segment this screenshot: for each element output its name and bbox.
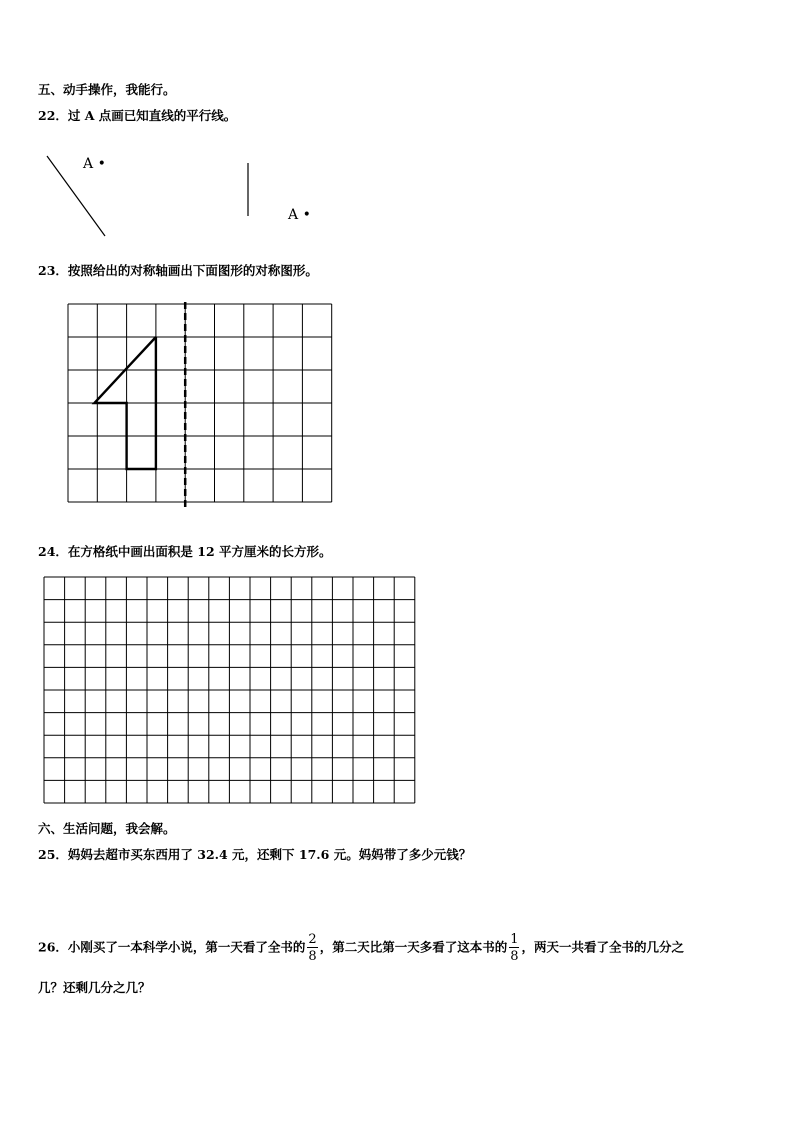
section-5-title: 五、动手操作，我能行。 [38, 82, 176, 97]
fraction-1-8: $\frac{1}{8}$ [510, 932, 519, 964]
q22-parallel-lines-figure [0, 140, 794, 250]
q22-point-a-2: A • [288, 207, 311, 223]
question-23-text: 23．按照给出的对称轴画出下面图形的对称图形。 [38, 263, 318, 278]
q24-area-grid [42, 575, 420, 807]
q23-symmetry-grid [66, 302, 336, 512]
question-25-text: 25．妈妈去超市买东西用了 32.4 元，还剩下 17.6 元。妈妈带了多少元钱？ [38, 847, 472, 862]
fraction-2-8: $\frac{2}{8}$ [308, 932, 317, 964]
question-26-text-continued: 几？还剩几分之几？ [38, 980, 151, 995]
q22-point-a-1: A • [83, 156, 106, 172]
section-6-title: 六、生活问题，我会解。 [38, 821, 176, 836]
question-26-text: 26．小刚买了一本科学小说，第一天看了全书的 $\frac{2}{8}$ ，第二天比第一天多看了这本书的 $\frac{1}{8}$ ，两天一共看了全书的几分之 [38, 932, 684, 964]
question-22-text: 22．过 A 点画已知直线的平行线。 [38, 108, 237, 123]
question-24-text: 24．在方格纸中画出面积是 12 平方厘米的长方形。 [38, 544, 332, 559]
